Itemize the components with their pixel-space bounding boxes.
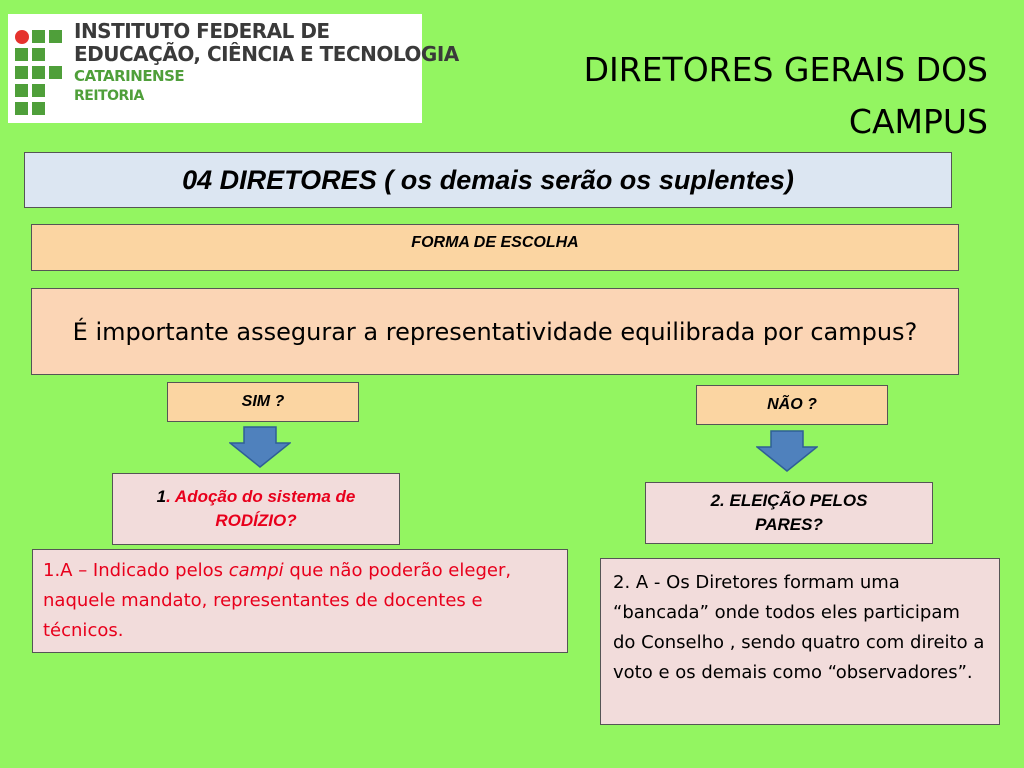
slide-title-line-2: CAMPUS	[848, 102, 988, 141]
down-arrow-icon	[229, 426, 291, 468]
rodizio-description-emphasis: campi	[228, 560, 284, 581]
slide-title	[488, 44, 988, 148]
eleicao-description-box: 2. A - Os Diretores formam uma “bancada” onde todos eles participam do Conselho , sendo quatro com direito a voto e os demais como “observadores”.	[600, 558, 1000, 725]
logo-text-line-1: INSTITUTO FEDERAL DE	[74, 19, 330, 43]
logo-text-line-4: REITORIA	[74, 88, 144, 104]
down-arrow-icon	[756, 430, 818, 472]
rodizio-description-start: 1.A – Indicado pelos	[43, 560, 229, 581]
rodizio-description-end: que não poderão eleger, naquele mandato, representantes de docentes e técnicos.	[43, 560, 512, 641]
forma-de-escolha-band: FORMA DE ESCOLHA	[31, 224, 959, 271]
logo-text-line-3: CATARINENSE	[74, 67, 185, 85]
slide-title-line-1: DIRETORES GERAIS DOS	[583, 50, 988, 89]
rodizio-option-number: 1	[156, 487, 167, 506]
eleicao-option-box: 2. ELEIÇÃO PELOS PARES?	[645, 482, 933, 544]
rodizio-description-box	[32, 549, 568, 653]
rodizio-option-label: . Adoção do sistema de RODÍZIO?	[166, 487, 356, 530]
rodizio-option-box	[112, 473, 400, 545]
diretores-count-band: 04 DIRETORES ( os demais serão os suplentes)	[24, 152, 952, 208]
institution-logo	[8, 14, 459, 123]
logo-red-dot	[15, 30, 29, 44]
sim-option-box: SIM ?	[167, 382, 359, 422]
question-box: É importante assegurar a representatividade equilibrada por campus?	[31, 288, 959, 375]
nao-option-box: NÃO ?	[696, 385, 888, 425]
logo-text-line-2: EDUCAÇÃO, CIÊNCIA E TECNOLOGIA	[74, 42, 459, 66]
